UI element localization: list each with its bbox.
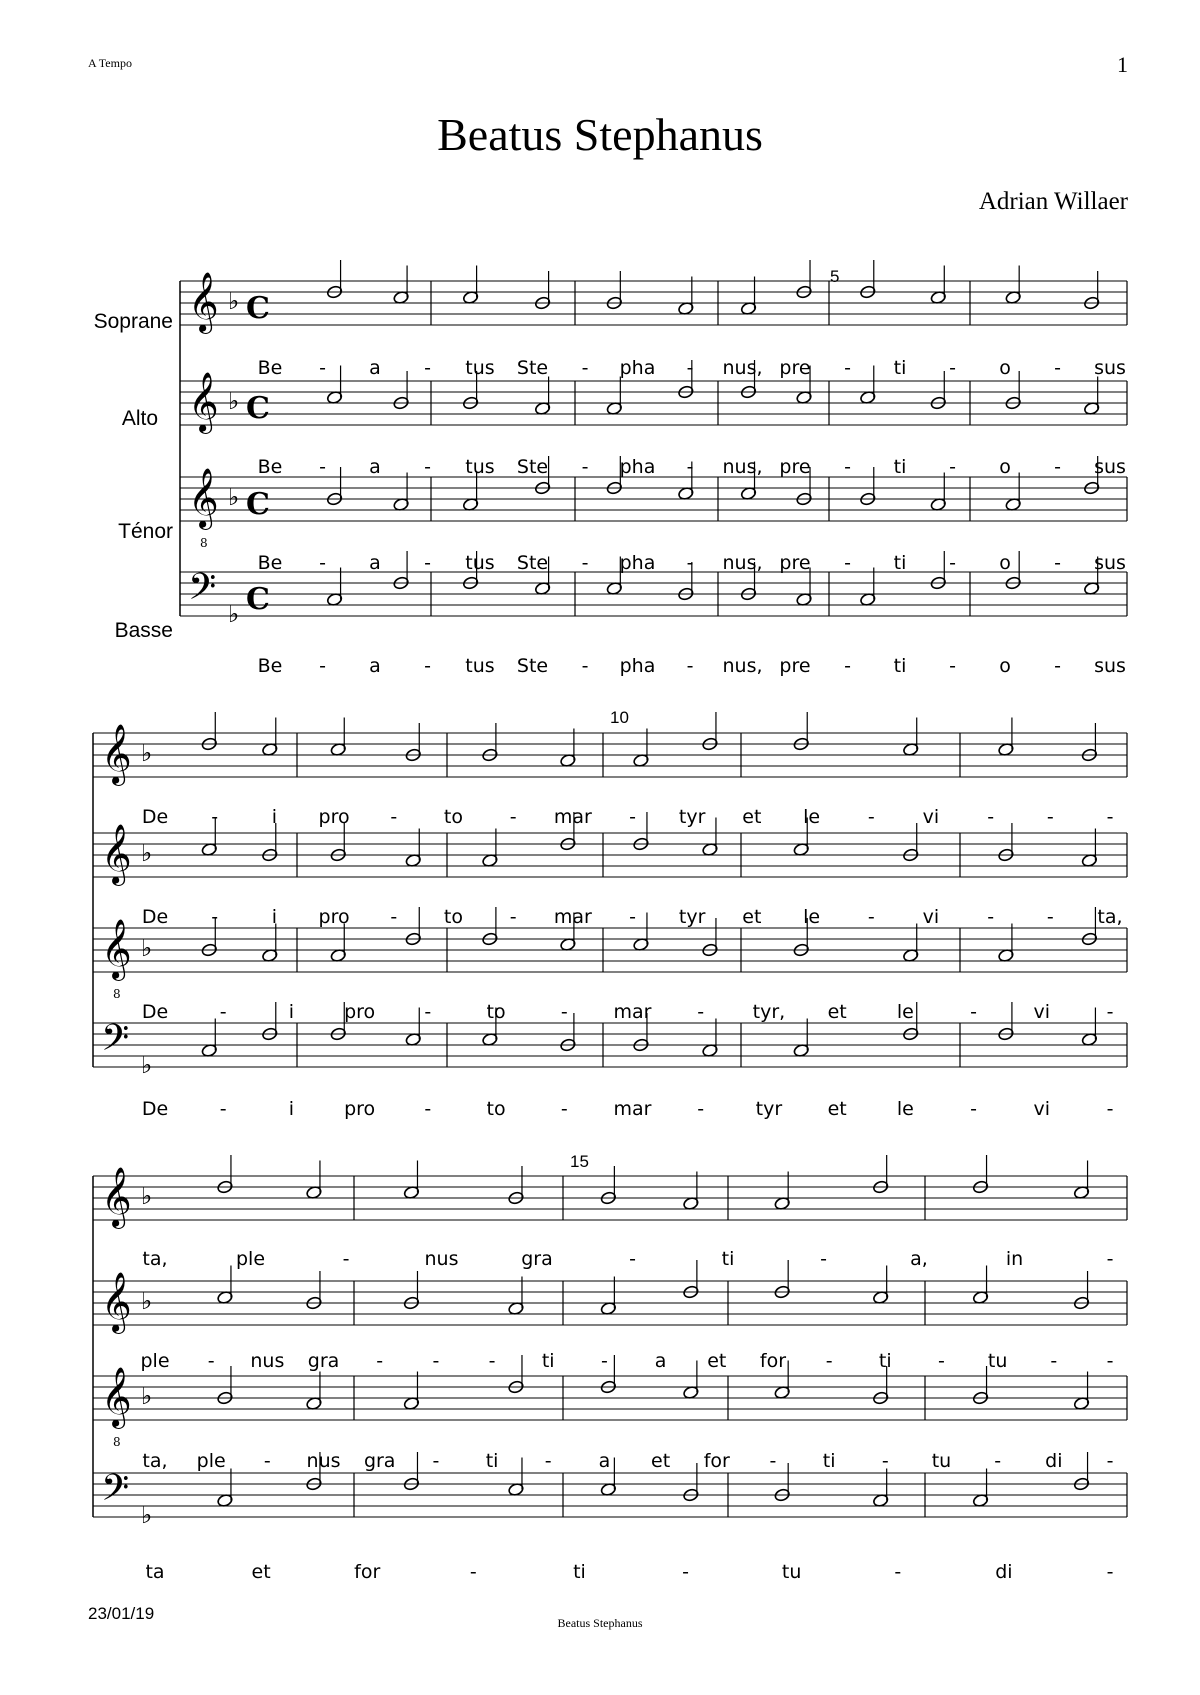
lyric-syllable: - [970, 1098, 978, 1120]
lyric-syllable: - [263, 1450, 271, 1472]
lyric-syllable: tyr [678, 806, 706, 828]
footer-date: 23/01/19 [88, 1604, 155, 1623]
measure-number: 15 [570, 1152, 589, 1171]
flat-icon: ♭ [141, 839, 153, 867]
lyric-syllable: o [999, 456, 1011, 478]
lyric-syllable: - [1106, 1561, 1114, 1583]
flat-icon: ♭ [141, 739, 153, 767]
lyric-syllable: le [896, 1098, 914, 1120]
lyric-syllable: o [999, 655, 1011, 677]
lyric-syllable: - [560, 1098, 568, 1120]
octave-marker: 8 [113, 987, 121, 1001]
lyric-syllable: - [949, 456, 956, 478]
lyric-syllable: - [544, 1450, 552, 1472]
lyric-syllable: - [1106, 806, 1114, 828]
staff-tenor [93, 1355, 1127, 1449]
lyric-syllable: vi [1033, 1001, 1051, 1023]
lyric-syllable: for [759, 1350, 787, 1372]
measure-number: 5 [830, 267, 840, 286]
lyric-syllable: pha [619, 357, 656, 379]
octave-marker: 8 [113, 1435, 121, 1449]
lyric-syllable: et [827, 1098, 847, 1120]
treble-clef-icon: 𝄞 [101, 724, 132, 784]
lyric-syllable: pro [318, 906, 350, 928]
lyric-syllable: - [820, 1248, 827, 1270]
lyric-syllable: - [424, 655, 431, 677]
lyric-syllable: - [894, 1561, 902, 1583]
lyric-syllable: mar [553, 806, 592, 828]
flat-icon: ♭ [141, 1287, 153, 1315]
lyric-syllable: to [486, 1098, 506, 1120]
lyric-syllable: ta, [1097, 906, 1123, 928]
bass-clef-icon: 𝄢 [101, 1017, 130, 1068]
treble-clef-icon: 𝄞 [188, 272, 219, 332]
lyric-syllable: tus [465, 357, 495, 379]
lyric-syllable: Ste [516, 552, 549, 574]
lyric-syllable: ti [822, 1450, 836, 1472]
lyric-syllable: ti [541, 1350, 555, 1372]
time-signature: C [246, 582, 270, 617]
lyric-syllable: et [827, 1001, 847, 1023]
lyric-syllable: nus [306, 1450, 341, 1472]
lyric-syllable: le [803, 906, 821, 928]
flat-icon: ♭ [141, 1182, 153, 1210]
lyric-syllable: a [598, 1450, 611, 1472]
lyric-syllable: to [443, 806, 463, 828]
lyric-syllable: - [1050, 1350, 1058, 1372]
lyric-syllable: - [319, 655, 326, 677]
lyric-syllable: - [1054, 552, 1061, 574]
lyric-syllable: vi [1033, 1098, 1051, 1120]
lyric-syllable: - [432, 1350, 440, 1372]
lyric-syllable: - [424, 1098, 432, 1120]
lyric-syllable: Be [257, 357, 283, 379]
flat-icon: ♭ [228, 387, 240, 415]
lyric-syllable: sus [1094, 357, 1126, 379]
lyric-syllable: nus, [722, 552, 763, 574]
lyric-syllable: di [995, 1561, 1013, 1583]
lyric-syllable: mar [613, 1098, 652, 1120]
lyric-syllable: pha [619, 655, 656, 677]
lyric-syllable: le [896, 1001, 914, 1023]
lyric-syllable: a [369, 655, 381, 677]
lyric-syllable: - [581, 552, 589, 574]
lyric-syllable: ti [573, 1561, 586, 1583]
treble-clef-icon: 𝄞 [188, 468, 219, 528]
lyric-syllable: pre [779, 357, 811, 379]
lyric-syllable: a [369, 357, 381, 379]
lyric-syllable: a [654, 1350, 667, 1372]
lyric-syllable: - [769, 1450, 777, 1472]
lyric-syllable: - [1046, 806, 1054, 828]
lyric-syllable: sus [1094, 655, 1126, 677]
flat-icon: ♭ [141, 934, 153, 962]
lyric-syllable: - [211, 806, 219, 828]
lyric-syllable: tus [465, 655, 495, 677]
lyric-syllable: i [288, 1098, 295, 1120]
lyric-syllable: tus [465, 552, 495, 574]
lyric-syllable: - [319, 456, 326, 478]
lyric-syllable: di [1045, 1450, 1063, 1472]
lyric-syllable: a [369, 456, 381, 478]
flat-icon: ♭ [141, 1501, 153, 1529]
lyric-syllable: pha [619, 456, 656, 478]
lyric-syllable: et [651, 1450, 671, 1472]
lyric-syllable: - [581, 357, 589, 379]
lyric-syllable: gra [307, 1350, 340, 1372]
lyric-syllable: - [949, 357, 956, 379]
lyric-syllable: to [486, 1001, 506, 1023]
lyric-syllable: - [424, 357, 431, 379]
lyric-syllable: - [949, 552, 956, 574]
lyric-syllable: to [443, 906, 463, 928]
lyric-syllable: - [1106, 1350, 1114, 1372]
lyric-syllable: mar [613, 1001, 652, 1023]
page-number: 1 [1117, 52, 1128, 77]
lyric-syllable: ta [145, 1561, 165, 1583]
lyric-syllable: o [999, 552, 1011, 574]
lyric-syllable: - [424, 1001, 432, 1023]
lyric-syllable: - [867, 906, 875, 928]
system-2 [93, 708, 1127, 1079]
lyric-syllable: et [707, 1350, 727, 1372]
lyric-syllable: - [1046, 906, 1054, 928]
lyric-syllable: o [999, 357, 1011, 379]
lyric-syllable: ti [721, 1248, 735, 1270]
lyric-syllable: tu [987, 1350, 1008, 1372]
lyric-syllable: tyr, [752, 1001, 786, 1023]
lyric-syllable: a [369, 552, 381, 574]
treble-clef-icon: 𝄞 [188, 372, 219, 432]
lyric-syllable: - [682, 1561, 689, 1583]
staff-alto [93, 1260, 1127, 1334]
flat-icon: ♭ [228, 287, 240, 315]
lyric-syllable: in [1005, 1248, 1024, 1270]
lyric-syllable: - [1054, 456, 1061, 478]
lyric-syllable: pro [344, 1098, 376, 1120]
lyric-syllable: pre [779, 655, 811, 677]
piece-title: Beatus Stephanus [437, 109, 763, 160]
lyric-syllable: ple [196, 1450, 226, 1472]
lyric-syllable: - [488, 1350, 496, 1372]
lyric-syllable: - [844, 552, 851, 574]
voice-label-soprane: Soprane [93, 310, 173, 333]
lyric-syllable: - [424, 456, 431, 478]
lyric-syllable: gra [363, 1450, 396, 1472]
lyric-syllable: Ste [516, 655, 549, 677]
lyric-syllable: Ste [516, 456, 549, 478]
flat-icon: ♭ [228, 600, 240, 628]
system-1 [94, 260, 1127, 642]
lyric-syllable: ti [893, 357, 907, 379]
lyric-syllable: - [629, 906, 636, 928]
measure-number: 10 [610, 708, 629, 727]
time-signature: C [246, 487, 270, 522]
lyric-syllable: Be [257, 552, 283, 574]
staff-alto [93, 812, 1127, 886]
treble-clef-icon: 𝄞 [101, 1167, 132, 1227]
lyric-syllable: i [288, 1001, 295, 1023]
lyric-syllable: pro [318, 806, 350, 828]
lyric-syllable: ti [893, 456, 907, 478]
header-left-text: A Tempo [88, 56, 132, 70]
bass-clef-icon: 𝄢 [188, 566, 217, 617]
lyric-syllable: De [141, 806, 169, 828]
lyric-syllable: - [629, 806, 636, 828]
flat-icon: ♭ [228, 483, 240, 511]
lyric-syllable: - [211, 906, 219, 928]
lyric-syllable: Be [257, 456, 283, 478]
lyric-syllable: - [342, 1248, 350, 1270]
lyric-syllable: tus [465, 456, 495, 478]
lyric-syllable: De [141, 906, 169, 928]
lyric-syllable: nus [250, 1350, 285, 1372]
lyric-syllable: ti [485, 1450, 499, 1472]
staff-soprane [93, 1155, 1127, 1229]
lyric-syllable: - [1106, 1248, 1114, 1270]
lyric-syllable: tyr [755, 1098, 783, 1120]
lyric-syllable: - [319, 357, 326, 379]
lyric-syllable: - [686, 552, 694, 574]
lyric-syllable: nus, [722, 456, 763, 478]
lyric-syllable: - [509, 806, 517, 828]
lyric-syllable: - [686, 655, 694, 677]
lyric-syllable: - [469, 1561, 477, 1583]
voice-label-tenor: Ténor [118, 520, 173, 543]
lyric-syllable: - [432, 1450, 440, 1472]
lyric-syllable: ti [893, 552, 907, 574]
lyric-syllable: - [686, 456, 694, 478]
time-signature: C [246, 291, 270, 326]
lyric-syllable: tu [931, 1450, 952, 1472]
footer-title: Beatus Stephanus [557, 1616, 643, 1630]
lyric-syllable: nus, [722, 357, 763, 379]
lyric-syllable: - [994, 1450, 1002, 1472]
lyric-syllable: - [938, 1350, 945, 1372]
lyric-syllable: - [949, 655, 956, 677]
lyric-syllable: - [881, 1450, 889, 1472]
lyric-syllable: gra [521, 1248, 553, 1270]
lyric-syllable: De [141, 1001, 169, 1023]
lyric-syllable: ple [235, 1248, 266, 1270]
lyric-syllable: i [271, 806, 278, 828]
lyric-syllable: - [390, 806, 398, 828]
lyric-syllable: ple [140, 1350, 170, 1372]
lyric-syllable: vi [922, 806, 940, 828]
lyric-syllable: - [581, 456, 589, 478]
lyric-syllable: - [1106, 1001, 1114, 1023]
lyric-syllable: - [987, 906, 995, 928]
lyric-syllable: et [742, 906, 762, 928]
lyric-syllable: - [376, 1350, 384, 1372]
lyric-syllable: - [390, 906, 398, 928]
bass-clef-icon: 𝄢 [101, 1467, 130, 1518]
lyric-syllable: vi [922, 906, 940, 928]
lyric-syllable: - [844, 456, 851, 478]
lyric-syllable: pha [619, 552, 656, 574]
treble-clef-icon: 𝄞 [101, 824, 132, 884]
lyric-syllable: - [987, 806, 995, 828]
staff-tenor [93, 907, 1127, 1001]
lyric-syllable: et [251, 1561, 271, 1583]
lyric-syllable: - [219, 1001, 227, 1023]
voice-label-alto: Alto [121, 407, 158, 430]
staff-soprane [180, 260, 1127, 334]
lyric-syllable: - [1106, 1450, 1114, 1472]
lyric-syllable: - [600, 1350, 608, 1372]
lyric-syllable: - [970, 1001, 978, 1023]
treble-clef-icon: 𝄞 [101, 1367, 132, 1427]
lyric-syllable: - [1106, 1098, 1114, 1120]
lyric-syllable: - [219, 1098, 227, 1120]
lyric-syllable: a, [910, 1248, 928, 1270]
lyric-syllable: pre [779, 456, 811, 478]
lyric-syllable: - [207, 1350, 215, 1372]
flat-icon: ♭ [141, 1051, 153, 1079]
voice-label-basse: Basse [114, 619, 173, 642]
lyric-syllable: - [509, 906, 517, 928]
lyric-syllable: ti [893, 655, 907, 677]
lyric-syllable: mar [553, 906, 592, 928]
lyric-syllable: - [319, 552, 326, 574]
lyric-syllable: - [844, 655, 851, 677]
lyric-syllable: - [1054, 655, 1061, 677]
lyric-syllable: - [697, 1001, 705, 1023]
lyric-syllable: ti [878, 1350, 892, 1372]
lyric-syllable: for [703, 1450, 730, 1472]
lyric-syllable: - [560, 1001, 568, 1023]
lyric-syllable: - [629, 1248, 636, 1270]
lyric-syllable: pre [779, 552, 811, 574]
lyric-syllable: - [424, 552, 431, 574]
lyric-syllable: tyr [678, 906, 706, 928]
lyric-syllable: sus [1094, 552, 1126, 574]
octave-marker: 8 [200, 536, 208, 550]
lyric-syllable: ta, [142, 1450, 168, 1472]
lyric-syllable: pro [344, 1001, 376, 1023]
lyric-syllable: Be [257, 655, 283, 677]
lyric-syllable: - [697, 1098, 705, 1120]
treble-clef-icon: 𝄞 [101, 919, 132, 979]
treble-clef-icon: 𝄞 [101, 1272, 132, 1332]
lyric-syllable: Ste [516, 357, 549, 379]
system-3 [93, 1152, 1127, 1529]
composer-name: Adrian Willaer [978, 188, 1128, 215]
lyric-syllable: - [825, 1350, 833, 1372]
lyric-syllable: - [1054, 357, 1061, 379]
lyric-syllable: - [844, 357, 851, 379]
lyric-syllable: et [742, 806, 762, 828]
lyric-syllable: i [271, 906, 278, 928]
time-signature: C [246, 391, 270, 426]
lyric-syllable: sus [1094, 456, 1126, 478]
lyric-syllable: nus, [722, 655, 763, 677]
lyric-syllable: ta, [142, 1248, 168, 1270]
lyric-syllable: De [141, 1098, 169, 1120]
lyric-syllable: - [686, 357, 694, 379]
lyric-syllable: - [581, 655, 589, 677]
flat-icon: ♭ [141, 1382, 153, 1410]
lyric-syllable: nus [424, 1248, 459, 1270]
lyric-syllable: le [803, 806, 821, 828]
lyric-syllable: - [867, 806, 875, 828]
lyric-syllable: tu [781, 1561, 802, 1583]
lyric-syllable: for [354, 1561, 381, 1583]
